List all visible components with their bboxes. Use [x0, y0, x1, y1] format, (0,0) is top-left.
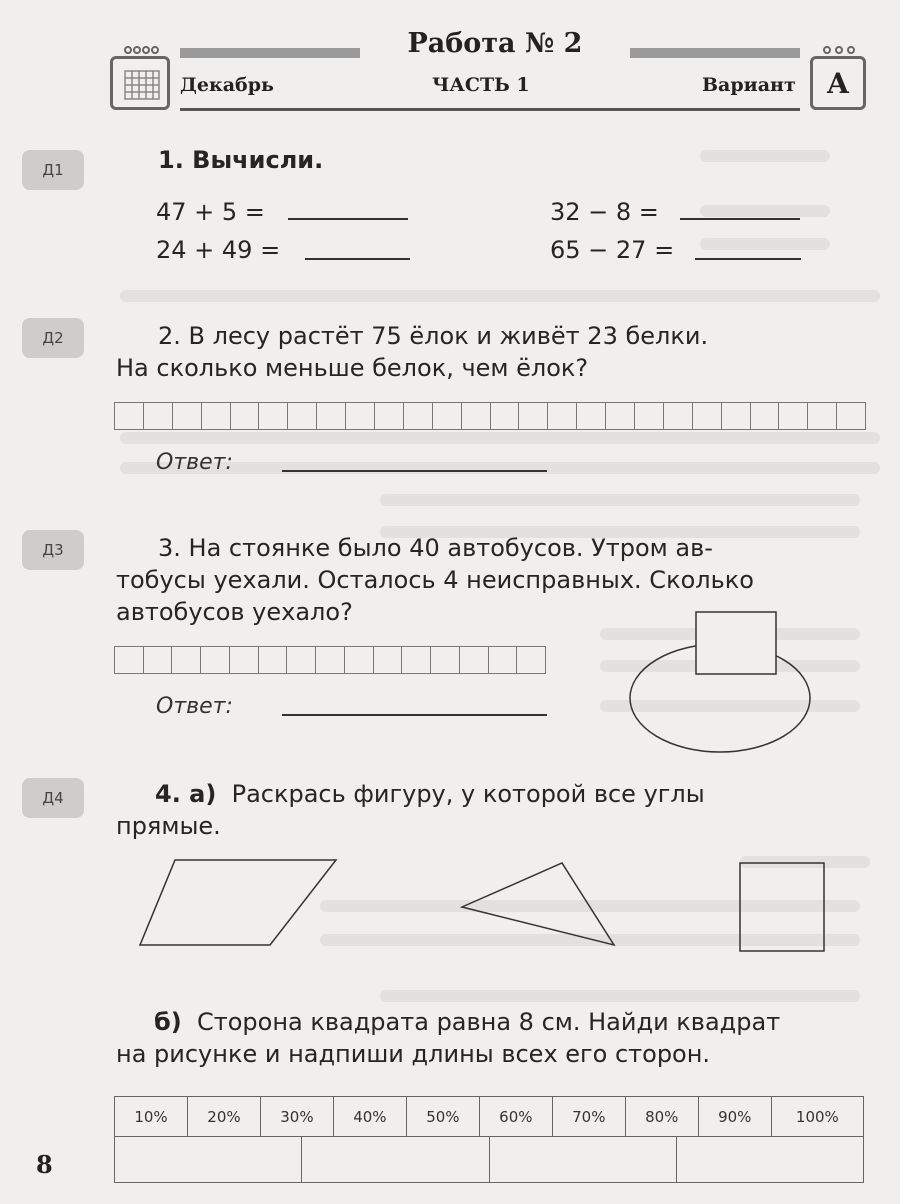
task3-line-3: автобусов уехало?: [116, 598, 353, 626]
progress-cell: 90%: [698, 1097, 771, 1137]
header-underline: [180, 108, 800, 111]
small-rectangle-shape: [696, 612, 776, 674]
tag-d4: Д4: [22, 778, 84, 818]
task1-expr-4: 65 − 27 =: [550, 236, 675, 264]
task1-answer-line-4[interactable]: [695, 258, 801, 260]
page-number: 8: [36, 1150, 53, 1179]
task4b-line-1: б) Сторона квадрата равна 8 см. Найди квадрат: [154, 1008, 781, 1036]
progress-header-row: [115, 1097, 864, 1137]
month-label: Декабрь: [180, 74, 274, 96]
task2-solution-grid[interactable]: [114, 402, 866, 430]
task4a-line-2: прямые.: [116, 812, 221, 840]
progress-cell: 100%: [771, 1097, 863, 1137]
progress-cell: 60%: [479, 1097, 552, 1137]
task1-answer-line-3[interactable]: [305, 258, 410, 260]
progress-cell: 20%: [187, 1097, 260, 1137]
variant-label: Вариант: [702, 74, 796, 96]
tag-d1: Д1: [22, 150, 84, 190]
progress-fill-row[interactable]: [114, 1137, 864, 1183]
task1-answer-line-1[interactable]: [288, 218, 408, 220]
task4a-shapes: [130, 855, 870, 955]
progress-cell: 80%: [625, 1097, 698, 1137]
task1-expr-2: 32 − 8 =: [550, 198, 659, 226]
calendar-grid-icon: [124, 70, 160, 100]
task3-answer-label: Ответ:: [156, 694, 233, 719]
progress-cell: 50%: [406, 1097, 479, 1137]
progress-table: [114, 1096, 864, 1137]
task2-answer-label: Ответ:: [156, 450, 233, 475]
task2-answer-line[interactable]: [282, 470, 547, 472]
work-title: Работа № 2: [360, 28, 630, 59]
progress-fill-cell[interactable]: [302, 1137, 489, 1182]
task3-solution-grid[interactable]: [114, 646, 546, 674]
variant-badge: А: [810, 56, 866, 110]
task1-title: 1. Вычисли.: [158, 146, 324, 174]
task2-line-2: На сколько меньше белок, чем ёлок?: [116, 354, 589, 382]
progress-fill-cell[interactable]: [677, 1137, 863, 1182]
task4b-line-2: на рисунке и надпиши длины всех его сторон.: [116, 1040, 711, 1068]
task1-expr-1: 47 + 5 =: [156, 198, 265, 226]
task2-line-1: 2. В лесу растёт 75 ёлок и живёт 23 белки.: [158, 322, 709, 350]
task3-answer-line[interactable]: [282, 714, 547, 716]
tag-d3: Д3: [22, 530, 84, 570]
progress-fill-cell[interactable]: [490, 1137, 677, 1182]
progress-fill-cell[interactable]: [115, 1137, 302, 1182]
progress-cell: 30%: [260, 1097, 333, 1137]
rectangle-shape[interactable]: [740, 863, 824, 951]
task3-line-2: тобусы уехали. Осталось 4 неисправных. Сколько: [116, 566, 754, 594]
part-label: ЧАСТЬ 1: [432, 74, 530, 96]
task4a-line-1: 4. а) Раскрась фигуру, у которой все углы: [155, 780, 705, 808]
progress-cell: 70%: [552, 1097, 625, 1137]
task1-expr-3: 24 + 49 =: [156, 236, 281, 264]
tag-d2: Д2: [22, 318, 84, 358]
progress-cell: 10%: [115, 1097, 188, 1137]
parallelogram-shape[interactable]: [140, 860, 336, 945]
triangle-shape[interactable]: [462, 863, 614, 945]
task3-line-1: 3. На стоянке было 40 автобусов. Утром ав-: [158, 534, 713, 562]
ellipse-square-figure: [620, 606, 820, 756]
task1-answer-line-2[interactable]: [680, 218, 800, 220]
progress-cell: 40%: [333, 1097, 406, 1137]
